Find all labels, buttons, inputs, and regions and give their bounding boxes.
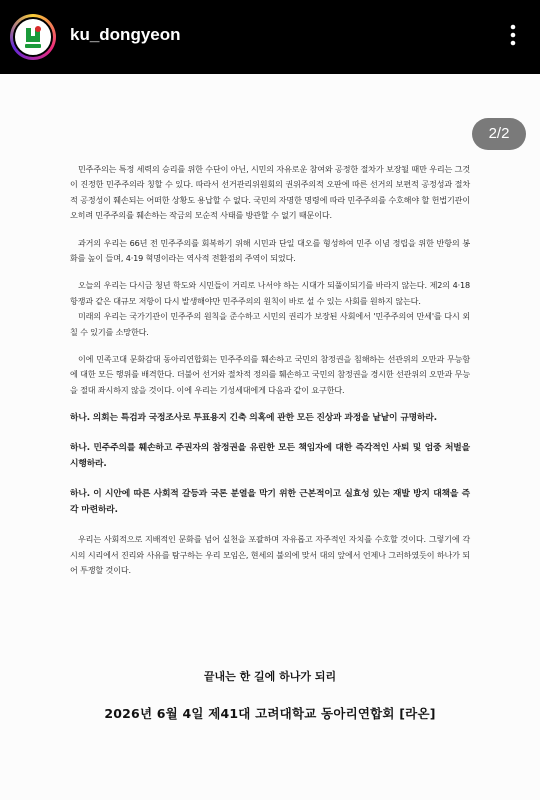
demand-item: 하나. 의회는 특검과 국정조사로 투표용지 긴축 의혹에 관한 모든 진상과 과정을 낱낱이 규명하라. <box>70 413 437 424</box>
paragraph: 우리는 사회적으로 지배적인 문화를 넘어 실천을 포괄하며 자유롭고 자주적인 자치를 수호할 것이다. 그렇기에 각시의 시리에서 진리와 사유를 탐구하는 우리 모임은, 현세의 불의에 맞서 대의 앞에서 언제나 그러하였듯이 하나가 되어 투쟁할 것이다. <box>70 534 470 576</box>
signature-line: 2026년 6월 4일 제41대 고려대학교 동아리연합회 [라온] <box>104 706 436 721</box>
paragraph: 미래의 우리는 국가기관이 민주주의 원칙을 준수하고 시민의 권리가 보장된 사회에서 '민주주의여 만세'를 다시 외칠 수 있기를 소망한다. <box>70 311 470 337</box>
post-header <box>0 0 540 74</box>
paragraph: 이에 민족고대 문화감대 동아리연합회는 민주주의를 훼손하고 국민의 참정권을 침해하는 선관위의 오만과 무능함에 대한 모든 행위를 배격한다. 더불어 선거와 절차적 정의를 훼손하고 국민의 참정권을 경시한 선관위의 오만과 무능을 절대 좌시하지 않을 것이다. 이에 우리는 기성세대에게 다음과 같이 요구한다. <box>70 354 470 395</box>
more-vertical-icon[interactable] <box>500 22 526 48</box>
paragraph: 오늘의 우리는 다시금 청년 학도와 시민들이 거리로 나서야 하는 시대가 되풀이되기를 바라지 않는다. 제2의 4·18 항쟁과 같은 대규모 저항이 다시 발생해야만 민주주의의 원칙이 바로 설 수 있는 사회를 원하지 않는다. <box>70 280 470 306</box>
club-logo-icon <box>13 17 53 57</box>
demand-item: 하나. 민주주의를 훼손하고 주권자의 참정권을 유린한 모든 책임자에 대한 즉각적인 사퇴 및 엄중 처벌을 시행하라. <box>70 443 470 470</box>
demand-item: 하나. 이 시안에 따른 사회적 갈등과 국론 분열을 막기 위한 근본적이고 실효성 있는 재발 방지 대책을 즉각 마련하라. <box>70 489 470 516</box>
image-counter-badge: 2/2 <box>472 118 526 150</box>
closing-slogan: 끝내는 한 길에 하나가 되리 <box>203 670 337 683</box>
profile-avatar[interactable] <box>10 14 56 60</box>
statement-document <box>70 162 470 591</box>
paragraph: 민주주의는 특정 세력의 승리를 위한 수단이 아닌, 시민의 자유로운 참여와 공정한 절차가 보장될 때만 우리는 그것이 진정한 민주주의라 칭할 수 있다. 따라서 선거관리위원회의 권위주의적 오판에 따른 선거의 보편적 공정성과 절차적 공정성이 훼손되는 어떠한 상황도 용납할 수 없다. 국민의 자명한 명령에 따라 민주주의를 수호해야 할 헌법기관이 오히려 민주주의를 훼손하는 작금의 모순적 사태를 방관할 수 없기 때문이다. <box>70 164 470 221</box>
paragraph: 과거의 우리는 66년 전 민주주의를 회복하기 위해 시민과 단일 대오를 형성하여 민주 이념 정립을 위한 반항의 봉화를 높이 들며, 4·19 혁명이라는 역사적 전환점의 주역이 되었다. <box>70 237 470 264</box>
post-image[interactable] <box>0 74 540 800</box>
username[interactable]: ku_dongyeon <box>70 25 181 44</box>
